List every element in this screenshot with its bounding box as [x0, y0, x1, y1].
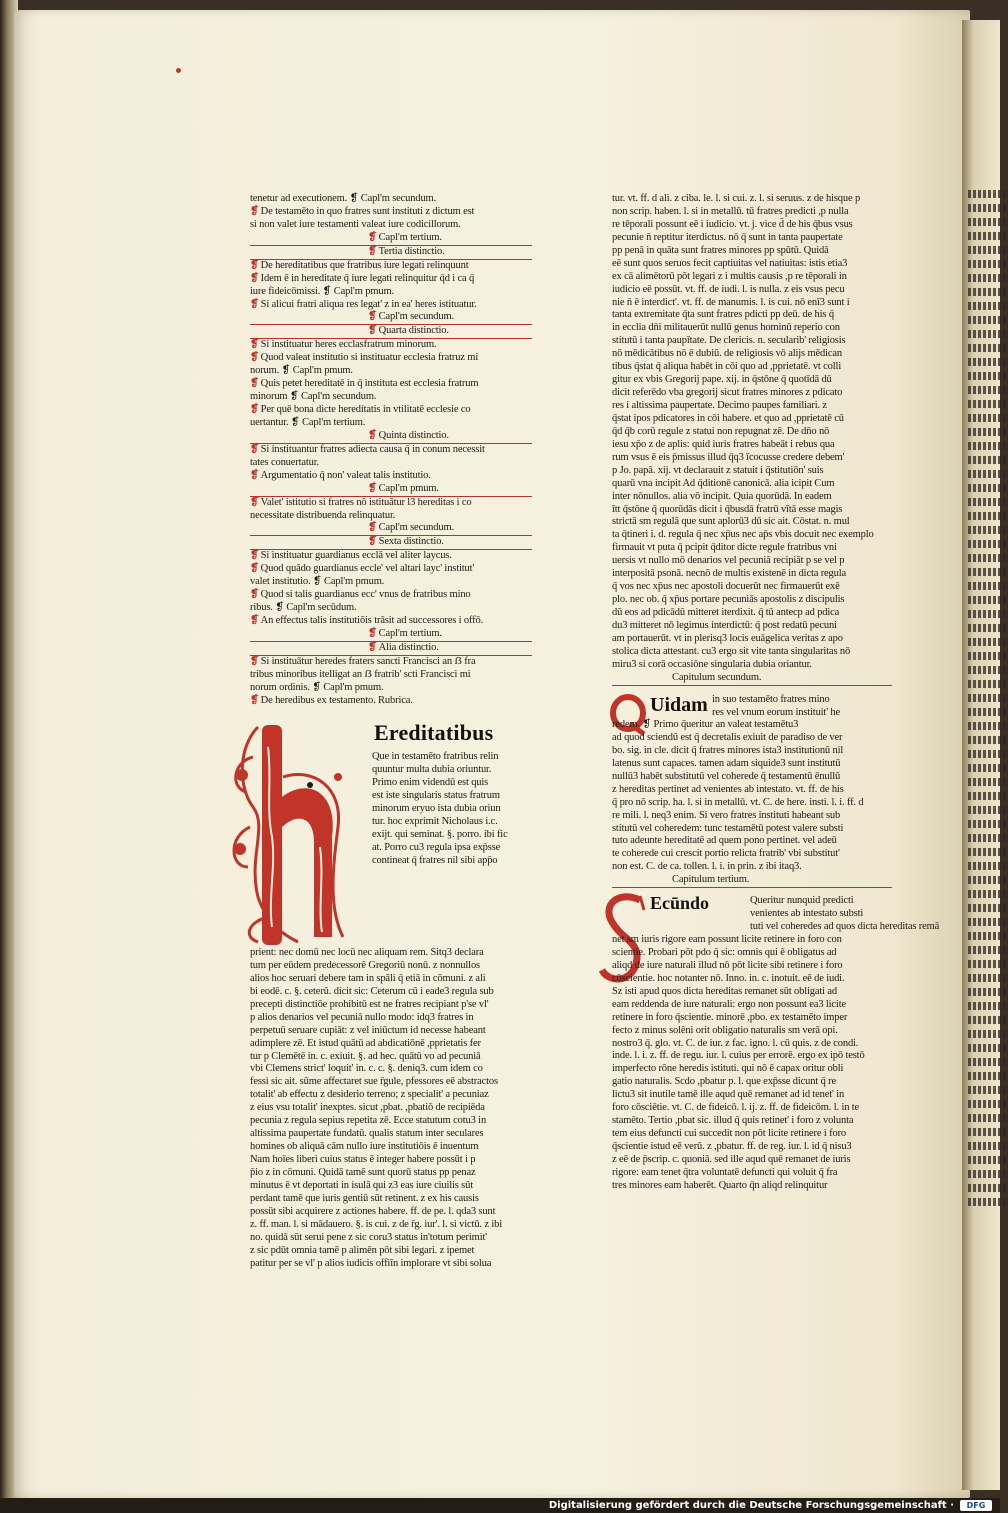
line-text: De testamēto in quo fratres sunt instituti z dictum est [260, 205, 475, 217]
red-ink-mark [176, 68, 181, 73]
text-line: norum ordinis. ❡ Capl'm pmum. [250, 681, 384, 693]
text-line: pp penā in quāta sunt fratres minores pp spūtū. Quidā [612, 244, 829, 256]
facing-page-text-fragment [968, 764, 1008, 772]
text-line: possūt sibi acquirere z actiones habere. ff. de pe. l. qda3 sunt [250, 1205, 496, 1217]
text-line: ribus. ❡ Capl'm secūdum. [250, 602, 357, 614]
text-line: z hereditas pertinet ad venientes ab intestato. vt. ff. de his [612, 783, 844, 795]
text-line: vbi Clemens strict' loquit' in. c. c. §. deniq3. cum idem co [250, 1063, 483, 1075]
line-text: De hereditatibus que fratribus iure legati relinquunt [260, 259, 469, 271]
pilcrow-mark: ❡ [368, 311, 377, 323]
facing-page-text-fragment [968, 624, 1008, 632]
facing-page-text-fragment [968, 1030, 1008, 1038]
facing-page-text-fragment [968, 190, 1008, 198]
facing-page-text-fragment [968, 1100, 1008, 1108]
text-line: Sz isti apud quos dicta hereditas remanet sūt obligati ad [612, 985, 838, 997]
text-line: homines ob aliquā cām nullo iure institutiōis ē inuentum [250, 1141, 479, 1153]
pilcrow-mark: ❡ [250, 404, 259, 415]
text-line [250, 246, 532, 260]
facing-page-text-fragment [968, 484, 1008, 492]
facing-page-text-fragment [968, 848, 1008, 856]
text-line: tem eius defuncti cui succedit non pōt licite retinere i foro [612, 1128, 847, 1140]
facing-page-text-fragment [968, 218, 1008, 226]
text-line [250, 206, 532, 219]
line-text: Capl'm secundum. [378, 522, 454, 534]
text-line [250, 232, 532, 246]
facing-page-text-fragment [968, 1184, 1008, 1192]
text-line: firmauit vt puta q̄ pcipit q̄ditor dicte regule fratribus vni [612, 542, 837, 554]
pilcrow-mark: ❡ [368, 641, 377, 653]
text-line: net sm iuris rigore eam possunt licite retinere in foro con [612, 934, 842, 945]
left-column-toc [250, 193, 532, 708]
text-line [250, 339, 532, 352]
text-line: uertantur. ❡ Capl'm tertium. [250, 416, 366, 428]
facing-page-text-fragment [968, 260, 1008, 268]
text-line: gitur ex vbis Gregorij pape. xij. in q̄stōne q̄ quotīdā dū [612, 374, 832, 386]
line-text: Quinta distinctio. [378, 429, 449, 441]
line-text: Capl'm secundum. [378, 311, 454, 323]
text-line: aliqd de iure naturali illud nō pōt licite sibi retinere i foro [612, 959, 843, 971]
text-line [250, 260, 532, 273]
facing-page-text-fragment [968, 274, 1008, 282]
facing-page-text-fragment [968, 400, 1008, 408]
pilcrow-mark: ❡ [368, 325, 377, 337]
text-line: tur p Clemētē in. c. exiuit. §. ad hec. quātū vo ad pecuniā [250, 1050, 481, 1062]
text-line: pecunia z regula sepius repetita zē. Ecce statutum cotu3 in [250, 1115, 487, 1127]
facing-page-text-fragment [968, 1114, 1008, 1122]
text-line: alios hoc seruari debere tam in spāli q̄ etiā in cōmuni. z ali [250, 972, 486, 984]
text-line: z. ff. man. l. si mādauero. §. is cui. z de r̄g. iur'. l. si victū. z ibi [250, 1218, 502, 1230]
text-line: Que in testamēto fratribus relin [372, 751, 499, 762]
text-line [250, 550, 532, 563]
facing-page-text-fragment [968, 1128, 1008, 1136]
line-text: Capl'm tertium. [378, 627, 442, 639]
text-line: prient: nec domū nec locū nec aliquam rem. Sitq3 declara [250, 947, 484, 958]
text-line [250, 470, 532, 483]
incipit-ereditatibus: Ereditatibus [374, 720, 494, 745]
facing-page-text-fragment [968, 246, 1008, 254]
facing-page-text-fragment [968, 946, 1008, 954]
text-line: tribus minoribus itelligat an ẞ fratrib' scti Francisci mi [250, 668, 471, 680]
text-line [250, 325, 532, 339]
text-line: strictā sm regulā que sunt aplorū3 dū sic ait. Cōstat. n. mul [612, 516, 850, 528]
text-line [250, 589, 532, 602]
right-body-q-short [712, 694, 892, 720]
text-line: minorum eryuo ista dubia oriun [372, 802, 501, 814]
facing-page-text-fragment [968, 722, 1008, 730]
facing-page-text-fragment [968, 904, 1008, 912]
text-line: pecunie n̄ reptitur iterdictus. nō q̄ sunt in tanta paupertate [612, 231, 843, 243]
text-line [250, 522, 532, 536]
facing-page-text-fragment [968, 456, 1008, 464]
text-line [250, 656, 532, 669]
text-line: perpetuū seruare cupiāt: z vel iniūctum id necesse habeant [250, 1024, 486, 1036]
text-line: nie n̄ ē interdict'. vt. ff. de manumis. l. is cui. nō enī3 sunt i [612, 296, 850, 308]
pilcrow-mark: ❡ [250, 615, 259, 626]
text-line: z sic pdūt omnia tamē p alimēn pōt sibi legari. z ipemet [250, 1244, 475, 1256]
text-line: nullū3 habēt substitutū vel coherede q̄ testamentū ēnullū [612, 770, 841, 782]
text-line [250, 273, 532, 286]
text-line: p alios denarios vel pecuniā nullo modo: idq3 fratres in [250, 1011, 474, 1023]
pilcrow-mark: ❡ [368, 627, 377, 639]
pilcrow-mark: ❡ [250, 298, 259, 310]
text-line: z eius vsu totalit' inexptes. sicut ,pbat. ,pbatiō de recipiēda [250, 1102, 485, 1114]
text-line: iure fideicōmissi. ❡ Capl'm pmum. [250, 285, 394, 297]
text-line: retinere in foro q̄scientie. minorē ,pbo. ex testamēto imper [612, 1011, 848, 1023]
facing-page-text-fragment [968, 1170, 1008, 1178]
facing-page-text-fragment [968, 876, 1008, 884]
line-text: Quod valeat institutio si instituatur ecclesia fratruz mi [260, 352, 479, 364]
line-text: Capl'm tertium. [378, 231, 442, 243]
text-line: valet institutio. ❡ Capl'm pmum. [250, 576, 385, 588]
facing-page-text-fragment [968, 568, 1008, 576]
text-line: fessi sic ait. sūme affectaret sue r̄gule, pfessores eē abstractos [250, 1076, 498, 1088]
text-line: si non valet iure testamenti valeat iure codicillorum. [250, 218, 461, 230]
text-line: q̄ pro nō scrip. ha. l. si in metallū. vt. C. de here. insti. l. i. ff. d [612, 796, 864, 808]
facing-page-text-fragment [968, 498, 1008, 506]
line-text: Sexta distinctio. [378, 536, 444, 548]
facing-page-text-fragment [968, 526, 1008, 534]
text-line: stitutū i tanta paupītate. De clericis. n. secularib' religiosis [612, 335, 846, 347]
facing-page-text-fragment [968, 442, 1008, 450]
dfg-logo: DFG [960, 1500, 992, 1511]
pilcrow-mark: ❡ [250, 378, 259, 390]
facing-page-text-fragment [968, 344, 1008, 352]
pilcrow-mark: ❡ [250, 443, 259, 455]
text-line: latenus sunt capaces. tamen adam siquide3 sunt institutū [612, 757, 841, 769]
facing-page-text-fragment [968, 582, 1008, 590]
facing-page-text-fragment [968, 834, 1008, 842]
facing-page-text-fragment [968, 708, 1008, 716]
facing-page-text-fragment [968, 974, 1008, 982]
text-line: res i altissima paupertate. Decimo paupes familiari. z [612, 400, 827, 411]
text-line: tuto adeunte hereditatē ad quem pono pertinet. vel adeū [612, 835, 837, 847]
facing-page-text-fragment [968, 428, 1008, 436]
right-column-text [612, 193, 892, 686]
facing-page-text-fragment [968, 918, 1008, 926]
text-line: tres minores eam haberēt. Quarto q̄n aliqd relinquitur [612, 1179, 828, 1191]
pilcrow-mark: ❡ [250, 563, 259, 575]
text-line [250, 404, 532, 417]
line-text: Alia distinctio. [378, 641, 439, 653]
facing-page-text-fragment [968, 1058, 1008, 1066]
line-text: Si instituātur heredes fraters sancti Francisci an ẞ fra [260, 655, 476, 667]
facing-page-text-fragment [968, 330, 1008, 338]
facing-page-text-fragment [968, 540, 1008, 548]
facing-page-text-fragment [968, 358, 1008, 366]
facing-page-text-fragment [968, 988, 1008, 996]
facing-page-text-fragment [968, 638, 1008, 646]
text-line: rum vsus ē eis p̄missus illud q̄q3 īcocusse credere debem' [612, 451, 845, 463]
facing-page-text-fragment [968, 386, 1008, 394]
text-line: venientes ab intestato substi [750, 907, 864, 919]
decorated-initial-h [228, 717, 350, 945]
text-line: rigore: eam tenet q̄tra voluntatē defuncti qui voluit q̄ fra [612, 1166, 838, 1178]
text-line: bi eodē. c. §. ceterū. dicit sic: Ceterum cū i eade3 regula sub [250, 985, 494, 997]
text-line: minorum ❡ Capl'm secundum. [250, 391, 377, 403]
line-text: Quarta distinctio. [378, 325, 449, 337]
text-line: norum. ❡ Capl'm pmum. [250, 365, 353, 377]
pilcrow-mark: ❡ [250, 655, 259, 667]
facing-page-text-fragment [968, 778, 1008, 786]
text-line: z eē de p̄scrip. c. quoniā. sed ille aqud quē remanet de iuris [612, 1153, 851, 1165]
facing-page-text-fragment [968, 890, 1008, 898]
text-line: patitur per se vl' p alios iudicis offiīn implorare vt sibi solua [250, 1257, 492, 1269]
text-line: te coherede cui crescit portio relicta fratrib' vbi substitut' [612, 848, 840, 860]
text-line: redem. ❡ Primo q̄ueritur an valeat testamētu3 [612, 719, 799, 730]
text-line: in suo testamēto fratres mino [712, 694, 830, 705]
facing-page-text-fragment [968, 680, 1008, 688]
text-line: tenetur ad executionem. ❡ Capl'm secundum. [250, 193, 437, 204]
line-text: Tertia distinctio. [378, 245, 445, 257]
text-line: minutus ē vt deportati in isulā qui z3 eas iure ciuilis sūt [250, 1179, 473, 1191]
pilcrow-mark: ❡ [250, 589, 259, 601]
text-line: ta q̄tineri i. d. regula q̄ nec xp̄us nec ap̄s vbis docuit nec exemplo [612, 529, 874, 541]
line-text: Capl'm pmum. [378, 482, 439, 494]
text-line: re tēporali possunt eē i iudicio. vt. j. vice d̄ de his q̄bus vsus [612, 218, 853, 230]
line-text: Si alicui fratri aliqua res legat' z in ea' heres istituatur. [260, 298, 477, 310]
text-line: tates conuertatur. [250, 456, 320, 468]
text-line: tuti vel coheredes ad quos dicta hereditas remā [750, 920, 940, 932]
line-text: De heredibus ex testamento. Rubrica. [260, 694, 413, 706]
text-line: non scrip. haben. l. si in metallū. tū fratres predicti ,p nulla [612, 205, 849, 217]
text-line: nostro3 q̄. glo. vt. C. de iur. z fac. igno. l. cū quis. z de condi. [612, 1037, 859, 1049]
facing-page-text-fragment [968, 792, 1008, 800]
facing-page-text-fragment [968, 372, 1008, 380]
text-line [250, 563, 532, 576]
facing-page-text-fragment [968, 750, 1008, 758]
text-line [250, 695, 532, 708]
text-line [250, 299, 532, 312]
line-text: An effectus talis institutiōis trāsit ad successores i offō. [260, 615, 484, 626]
text-line: at. Porro cu3 regula ipsa exp̄sse [372, 841, 501, 853]
text-line: nō mēdicātibus nō ē dubiū. de religiosis vō alijs mēdican [612, 348, 842, 360]
facing-page-text-fragment [968, 316, 1008, 324]
text-line: Capitulum tertium. [612, 874, 892, 888]
pilcrow-mark: ❡ [250, 259, 259, 271]
facing-page-text-fragment [968, 806, 1008, 814]
text-line: ad quod sciendū est q̄ decretalis exiuit de paradiso de ver [612, 731, 843, 743]
facing-page-text-fragment [968, 302, 1008, 310]
pilcrow-mark: ❡ [250, 339, 259, 351]
text-line: dū eos ad pdicādū mitteret iterdixit. q̄ tū antecp ad pdica [612, 607, 840, 618]
facing-page-text-fragment [968, 1156, 1008, 1164]
text-line: stolica dicta attestant. cu3 ergo sit vite tanta singularitas nō [612, 645, 851, 657]
facing-page-text-fragment [968, 414, 1008, 422]
text-line: tur. hoc exprimit Nicholaus i.c. [372, 815, 498, 827]
line-text: Quis petet hereditatē in q̄ instituta est ecclesia fratrum [260, 378, 479, 390]
pilcrow-mark: ❡ [368, 231, 377, 243]
text-line [250, 311, 532, 325]
pilcrow-mark: ❡ [250, 694, 259, 706]
pilcrow-mark: ❡ [368, 429, 377, 441]
incipit-uidam: Uidam [650, 694, 708, 716]
text-line: totalit' ab effectu z desiderio terreno; z specialit' a pecuniaz [250, 1089, 489, 1101]
text-line: miru3 si corā occasiōne singularia dubia oriantur. [612, 658, 812, 670]
text-line: stitutū vel coheredem: tunc testamētū potest valere substi [612, 822, 844, 834]
line-text: Si instituatur heres ecclasfratrum minorum. [260, 339, 437, 351]
pilcrow-mark: ❡ [250, 272, 259, 284]
text-line: scientie. Probari pōt pdo q̄ sic: omnis qui ē obligatus ad [612, 946, 837, 958]
text-line: tibus q̄stat q̄ aliqua habēt in cōi quo ad ,pprietatē. vt colli [612, 361, 842, 373]
text-line: stamēto. Tertio ,pbat sic. illud q̄ quis retinet' i foro z volunta [612, 1115, 854, 1127]
text-line: non est. C. de ca. tollen. l. i. in prin. z ibi itaq3. [612, 861, 802, 873]
text-line: interpositā psonā. necnō de multis existenē in dicta regula [612, 568, 847, 580]
pilcrow-mark: ❡ [368, 482, 377, 494]
left-body-beside-initial [372, 751, 532, 867]
text-line: quuntur multa dubia oriuntur. [372, 763, 492, 775]
pilcrow-mark: ❡ [250, 496, 259, 508]
text-line: imperfecto rōne heredis istituti. qui nō ē capax oritur obli [612, 1063, 844, 1075]
text-line: iesu xp̄o z de aplis: quid iuris fratres habeāt i rebus qua [612, 438, 835, 450]
text-line: bo. sig. in cle. dicit q̄ fratres minores ista3 institutionū nil [612, 744, 844, 756]
pilcrow-mark: ❡ [368, 536, 377, 548]
line-text: Si instituantur fratres adiecta causa q̄ in conum necessit [260, 443, 485, 455]
text-line: tanta extremitate q̄ta sunt fratres pdicti pp deū. de his q̄ [612, 309, 834, 321]
text-line [250, 444, 532, 457]
facing-page-text-fragment [968, 1142, 1008, 1150]
facing-page-text-fragment [968, 666, 1008, 674]
text-line: p̄io z in cōmuni. Quidā tamē sunt quorū status pp penaz [250, 1166, 476, 1178]
next-page-edge [962, 20, 1000, 1490]
pilcrow-mark: ❡ [368, 522, 377, 534]
pilcrow-mark: ❡ [250, 352, 259, 364]
text-line: in ecclia dn̄i militauerūt nullū genus hominū reperio con [612, 322, 840, 334]
text-line: re mili. l. neq3 enim. Si vero fratres instituti habeant sub [612, 809, 841, 821]
text-line: iudicio eē possūt. vt. ff. de iudi. l. is nulla. z eis vsus pecu [612, 283, 845, 295]
facing-page-text-fragment [968, 554, 1008, 562]
line-text: Idem ē in hereditate q̄ iure legati relinquitur q̄d i ca q̄ [260, 272, 475, 284]
text-line: adimplere zē. Et istud quātū ad abdicatiōnē ,pprietatis fer [250, 1037, 481, 1049]
line-text: Valet' istitutio si fratres nō istituātur l3 hereditas i co [260, 496, 472, 508]
text-line: lictu3 sit inutile tamē ille aqud quē remanet ad id tenet' in [612, 1089, 845, 1101]
text-line: q̄ vos nec xp̄us nec apostoli docuerūt nec firmauerūt exē [612, 581, 840, 593]
text-line [250, 615, 532, 628]
text-line: q̄d q̄b corū regule z statui non repugnat zē. De dn̄o nō [612, 425, 830, 437]
facing-page-text-fragment [968, 1002, 1008, 1010]
facing-page-text-fragment [968, 470, 1008, 478]
text-line: exijt. qui seminat. §. porro. ibi fic [372, 828, 508, 840]
text-line: necessitate distribuenda relinquatur. [250, 509, 396, 521]
facing-page-text-fragment [968, 288, 1008, 296]
facing-page-text-fragment [968, 736, 1008, 744]
pilcrow-mark: ❡ [250, 469, 259, 481]
text-line: fecto z minus solēni orit obligatio naturalis sm verā opi. [612, 1024, 838, 1036]
left-body-text [250, 947, 532, 1270]
text-line: Queritur nunquid predicti [750, 895, 854, 906]
right-body-s [612, 934, 892, 1193]
text-line: dicit referēdo vba gregorij sicut fratres minores z pdicato [612, 387, 843, 399]
facing-page-text-fragment [968, 1044, 1008, 1052]
pilcrow-mark: ❡ [250, 205, 259, 217]
text-line [250, 378, 532, 391]
text-line: q̄stat ipos pdicatores in cōi habere. et quo ad ,pprietatē cū [612, 412, 844, 424]
facing-page-text-fragment [968, 610, 1008, 618]
text-line: tur. vt. ff. d ali. z ciba. le. l. si cui. z. l. si seruus. z de hisque p [612, 193, 861, 204]
facing-page-text-fragment [968, 596, 1008, 604]
facing-page-text-fragment [968, 232, 1008, 240]
text-line: Primo enim videndū est quis [372, 776, 489, 788]
text-line: contineat q̄ fratres nil sibi app̄o [372, 854, 498, 866]
text-line: res vel vnum eorum instituit' he [712, 706, 841, 718]
facing-page-text-fragment [968, 1086, 1008, 1094]
right-body-s-short [750, 895, 940, 934]
facing-page-text-fragment [968, 862, 1008, 870]
facing-page-text-fragment [968, 820, 1008, 828]
facing-page-text-fragment [968, 1198, 1008, 1206]
text-line: uersis vt nullo mō denarios vel pecuniā recipiāt p se vel p [612, 555, 845, 567]
text-line: ex cā alimētorū pōt legari z i multis causis ,p re tēporali in [612, 270, 847, 282]
text-line: ītt q̄stōne q̄ quorūdās dicit i q̄busdā fratrū vītā esse magis [612, 503, 843, 515]
right-body-q [612, 719, 892, 888]
text-line [250, 642, 532, 656]
text-line: eam reddenda de iure naturali: ergo non possunt ea3 licite [612, 998, 846, 1010]
text-line [250, 536, 532, 550]
text-line: foro cōsciētie. vt. C. de fideicō. l. ij. z. ff. de fideicōm. l. in te [612, 1102, 860, 1114]
text-line: cōscientie. hoc notanter nō. Inno. in. c. inotuit. eē de iudi. [612, 972, 845, 984]
text-line [250, 497, 532, 510]
text-line: quarū vna incipit Ad q̄ditionē canonicā. alia icipit Cum [612, 477, 835, 489]
text-line: Nam hoīes liberi cuius status ē integer habere possūt i p [250, 1154, 476, 1165]
text-line: inde. l. i. z. ff. de regu. iur. l. cuius per errorē. ergo ex ipō testō [612, 1050, 865, 1062]
facing-page-text-fragment [968, 204, 1008, 212]
text-line [250, 352, 532, 365]
facing-page-text-fragment [968, 652, 1008, 660]
text-line: est iste singularis status fratrum [372, 789, 500, 801]
pilcrow-mark: ❡ [368, 245, 377, 257]
line-text: Quod si talis guardianus ecc' vnus de fratribus mino [260, 589, 471, 601]
text-line: Capitulum secundum. [612, 672, 892, 686]
text-line: q̄scientie istud eē verū. z ,pbatur. ff. de reg. iur. l. id q̄ nisu3 [612, 1141, 852, 1152]
text-line: gatio naturalis. Scdo ,pbatur p. l. que exp̄sse dicunt q̄ re [612, 1076, 836, 1088]
text-line: plo. nec ob. q̄ xp̄us portare pecuniās apostolis z discipulis [612, 594, 845, 606]
line-text: Quod quādo guardianus eccle' vel altari layc' institut' [260, 563, 475, 575]
incipit-secundo: Ecūndo [650, 893, 710, 913]
text-line: altissima paupertate fundatū. qualis statum inter seculares [250, 1128, 484, 1140]
pilcrow-mark: ❡ [250, 550, 259, 562]
text-line: perdant tamē que iuris gentiū sūt retinent. z ex his causis [250, 1192, 479, 1204]
text-line: p Jo. papā. xij. vt declarauit z statuit i q̄stitutiōn' suis [612, 464, 824, 476]
facing-page-text-fragment [968, 694, 1008, 702]
text-line: du3 mitteret nō legimus interdictū: q̄ post redatū pecuni [612, 619, 837, 631]
facing-page-text-fragment [968, 932, 1008, 940]
footer-credit: Digitalisierung gefördert durch die Deutsche Forschungsgemeinschaft · [548, 1500, 954, 1511]
text-line [250, 628, 532, 642]
text-line: inter nōnullos. alia vō incipit. Quia quorūdā. In eadem [612, 490, 832, 502]
text-line: eē sunt quos seruos fecit captiuitas vel natiuitas: istis etia3 [612, 257, 848, 269]
facing-page-text-fragment [968, 960, 1008, 968]
line-text: Si instituatur guardianus ecclā vel aliter laycus. [260, 550, 452, 562]
facing-page-text-fragment [968, 1072, 1008, 1080]
facing-page-text-fragment [968, 1016, 1008, 1024]
line-text: Per quē bona dicte hereditatis in vtilitatē ecclesie co [260, 404, 471, 415]
facing-page-text-fragment [968, 512, 1008, 520]
line-text: Argumentatio q̄ non' valeat talis institutio. [260, 469, 431, 481]
text-line: no. quidā sūt serui pene z sic coru3 status in'totum perimit' [250, 1231, 487, 1243]
text-line [250, 430, 532, 444]
text-line: precepti distinctiōe prohibitū est ne fratres recipiant p'se vl' [250, 998, 489, 1010]
text-line [250, 483, 532, 497]
text-line: am portauerūt. vt in plerisq3 locis euāgelica veritas z apo [612, 632, 843, 644]
text-line: tum per eūdem predecessorē Gregoriū nonū. z nonnullos [250, 959, 480, 971]
